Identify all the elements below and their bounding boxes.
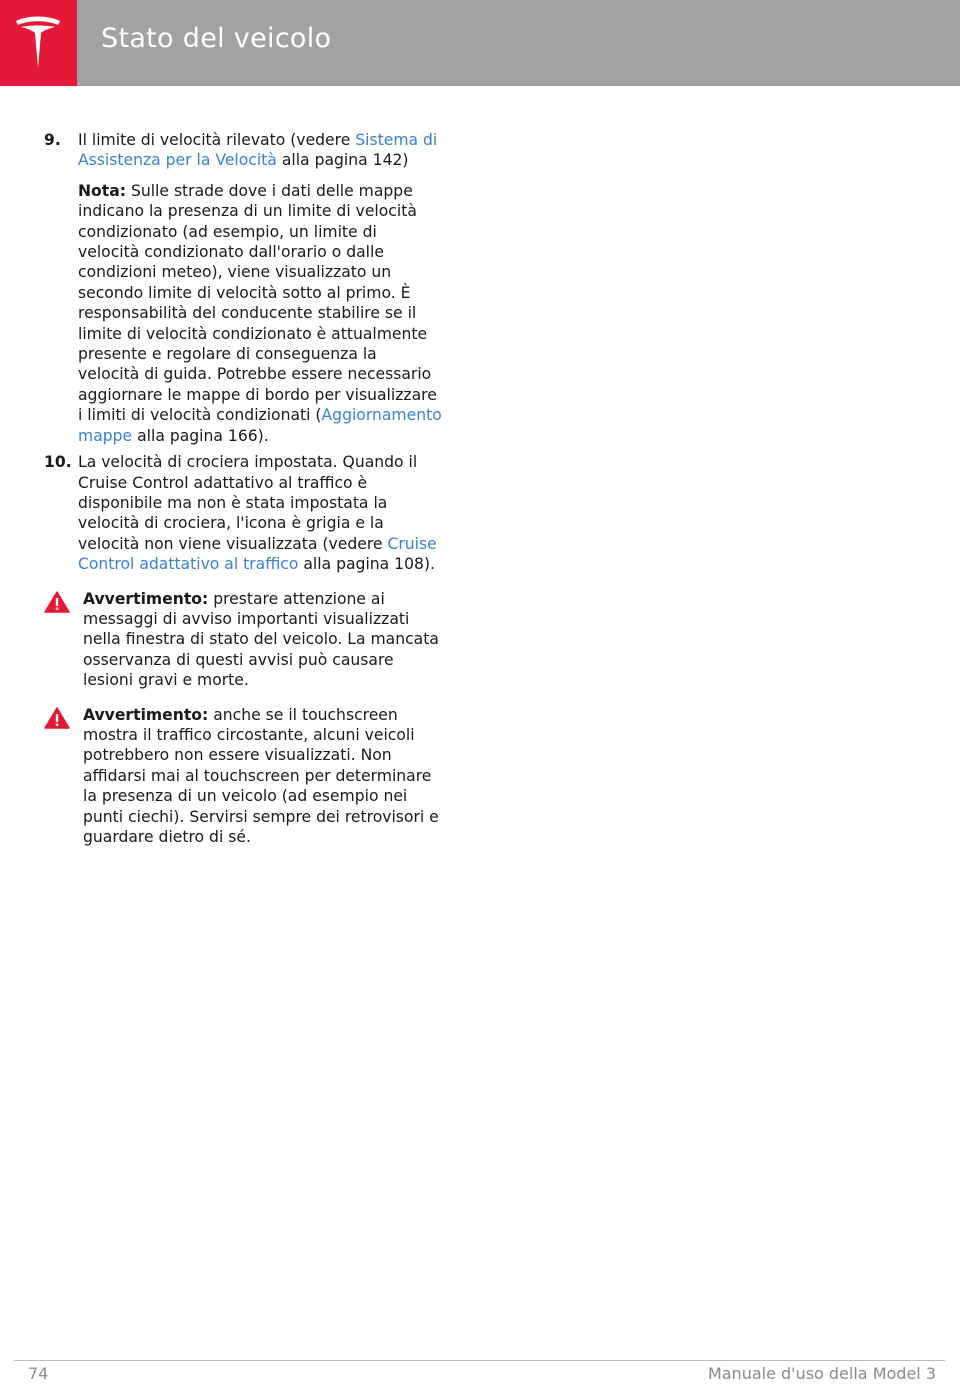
- list-item-number: 10.: [44, 453, 72, 472]
- brand-logo: [0, 0, 77, 86]
- link-map-update[interactable]: Aggiornamento mappe: [78, 406, 442, 445]
- note-paragraph: Nota: Sulle strade dove i dati delle mappe indicano la presenza di un limite di velocità condizionato (ad esempio, un limite di velocità condizionato dall'orario o dalle condizioni meteo), viene visualizzato un secondo limite di velocità sotto al primo. È responsabilità del conducente stabilire se il limite di velocità condizionato è attualmente presente e regolare di conseguenza la velocità di guida. Potrebbe essere necessario aggiornare le mappe di bordo per visualizzare i limiti di velocità condizionati (Aggiornamento mappe alla pagina 166).: [78, 181, 442, 445]
- warning-label: Avvertimento:: [83, 589, 209, 608]
- footer-divider: [14, 1360, 945, 1361]
- warning-text: Avvertimento: prestare attenzione ai messaggi di avviso importanti visualizzati nella finestra di stato del veicolo. La mancata osservanza di questi avvisi può causare lesioni gravi e morte.: [83, 589, 439, 690]
- list-item: [44, 130, 442, 446]
- list-item-number: 9.: [44, 131, 61, 149]
- list-item-text: Il limite di velocità rilevato (vedere Sistema di Assistenza per la Velocità alla pagina 142): [78, 131, 438, 170]
- main-content: [44, 130, 442, 847]
- manual-title: Manuale d'uso della Model 3: [707, 1364, 936, 1383]
- link-speed-assist[interactable]: Sistema di Assistenza per la Velocità: [78, 131, 438, 170]
- warning-triangle-icon: [44, 591, 70, 613]
- link-adaptive-cruise-control[interactable]: Cruise Control adattativo al traffico: [78, 534, 437, 574]
- list-item: [44, 452, 442, 574]
- warning-triangle-icon: [44, 707, 70, 729]
- tesla-logo-icon: [14, 16, 62, 70]
- page-title: Stato del veicolo: [101, 23, 332, 54]
- warning-block: [44, 705, 442, 848]
- list-item-text: La velocità di crociera impostata. Quando il Cruise Control adattativo al traffico è disponibile ma non è stata impostata la velocità di crociera, l'icona è grigia e la velocità non viene visualizzata (vedere Cruise Control adattativo al traffico alla pagina 108).: [78, 453, 437, 574]
- warning-block: [44, 589, 442, 691]
- warning-text: Avvertimento: anche se il touchscreen mostra il traffico circostante, alcuni veicoli potrebbero non essere visualizzati. Non affidarsi mai al touchscreen per determinare la presenza di un veicolo (ad esempio nei punti ciechi). Servirsi sempre dei retrovisori e guardare dietro di sé.: [83, 705, 439, 846]
- page-header: [0, 0, 960, 86]
- warning-label: Avvertimento:: [83, 705, 209, 724]
- page-number: 74: [28, 1364, 49, 1383]
- note-label: Nota:: [78, 181, 126, 200]
